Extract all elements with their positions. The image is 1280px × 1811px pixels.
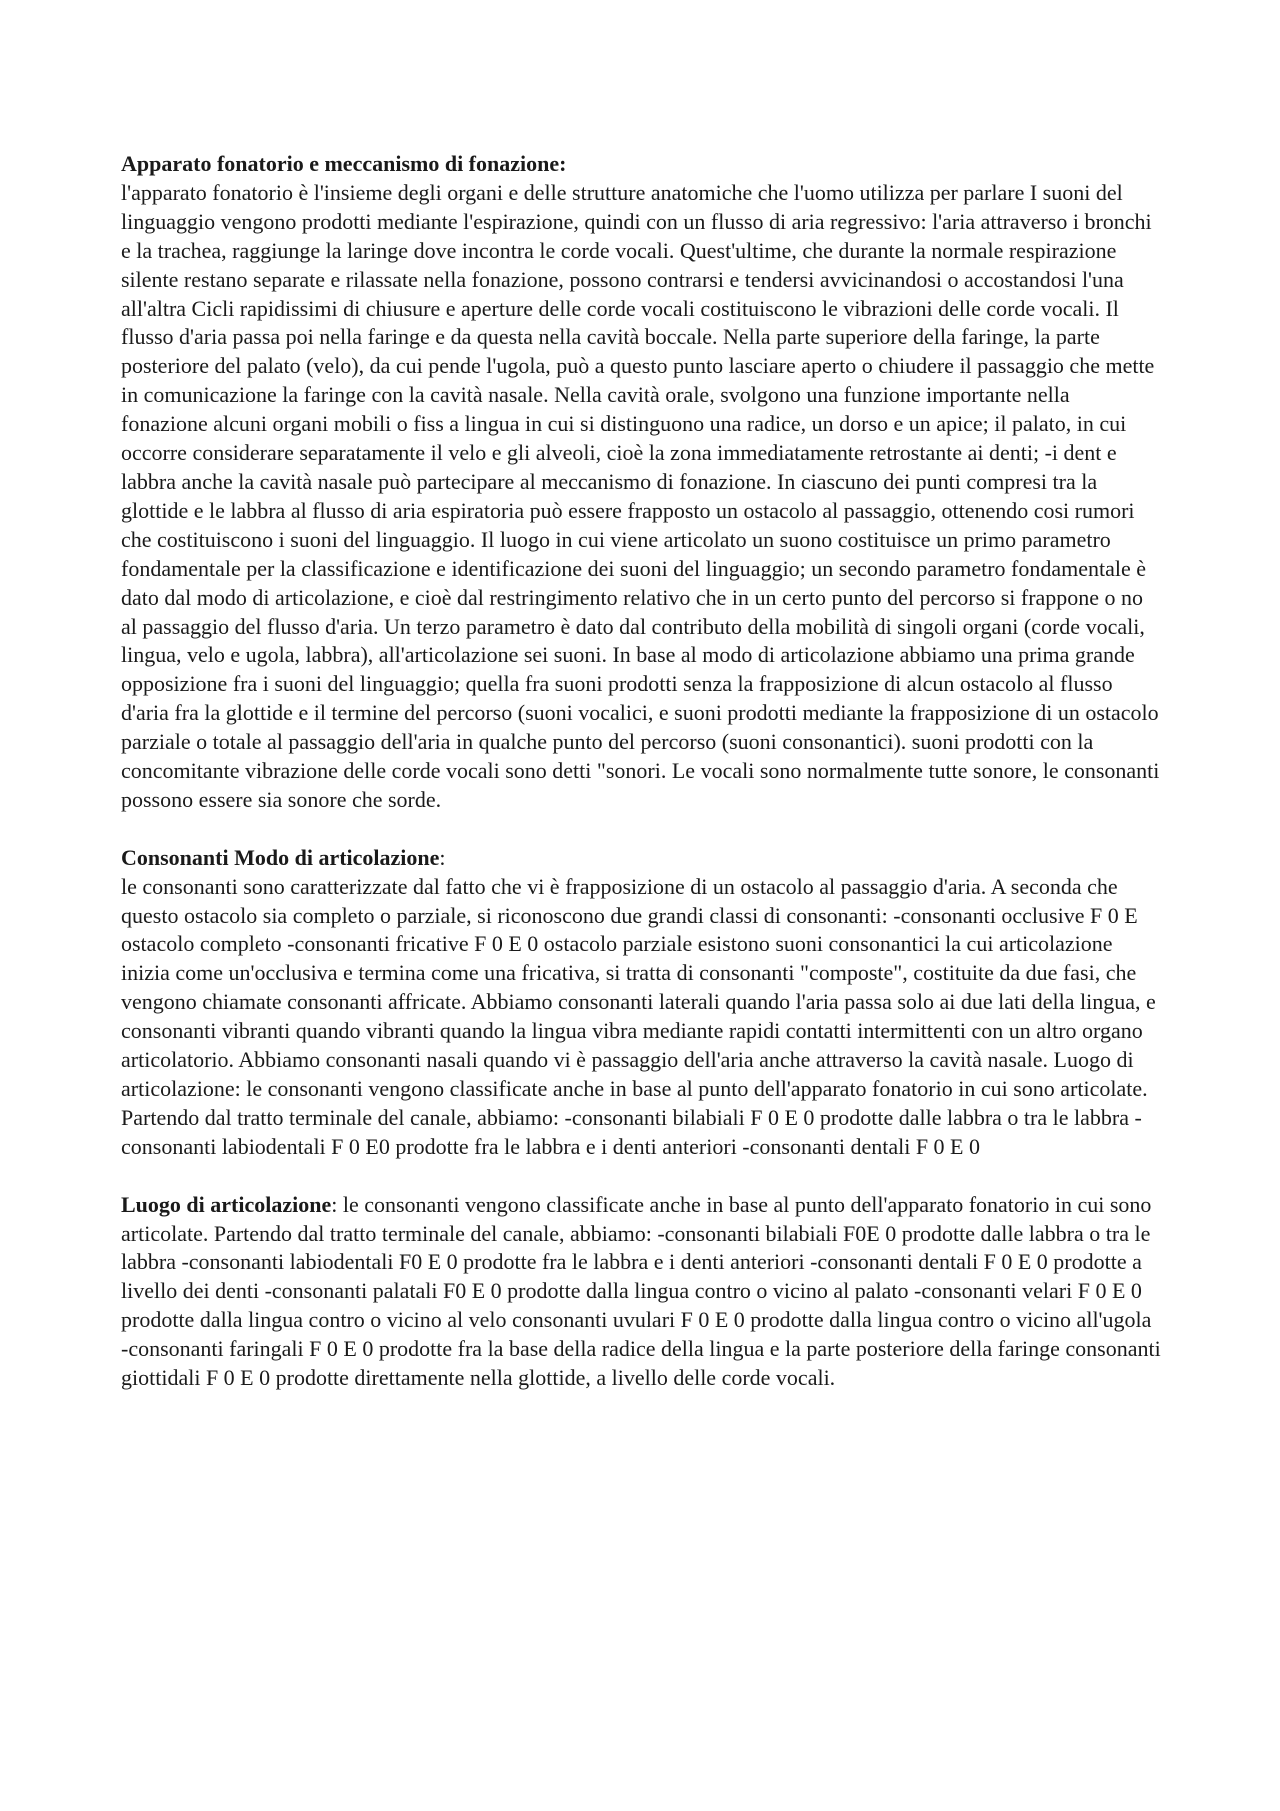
heading-suffix: : <box>331 1191 338 1217</box>
section-modo-articolazione <box>121 844 1161 1162</box>
document-page <box>121 150 1161 1393</box>
section-luogo-articolazione <box>121 1191 1161 1393</box>
heading-suffix: : <box>439 844 446 870</box>
section-heading: Consonanti Modo di articolazione <box>121 844 440 870</box>
section-apparato-fonatorio <box>121 150 1161 815</box>
section-heading: Luogo di articolazione <box>121 1191 332 1217</box>
section-body: le consonanti sono caratterizzate dal fatto che vi è frapposizione di un ostacolo al passaggio d'aria. A seconda che questo ostacolo sia completo o parziale, si riconoscono due grandi classi di consonanti: -consonanti occlusive F 0 E ostacolo completo -consonanti fricative F 0 E 0 ostacolo parziale esistono suoni consonantici la cui articolazione inizia come un'occlusiva e termina come una fricativa, si tratta di consonanti "composte", costituite da due fasi, che vengono chiamate consonanti affricate. Abbiamo consonanti laterali quando l'aria passa solo ai due lati della lingua, e consonanti vibranti quando vibranti quando la lingua vibra mediante rapidi contatti intermittenti con un altro organo articolatorio. Abbiamo consonanti nasali quando vi è passaggio dell'aria anche attraverso la cavità nasale. Luogo di articolazione: le consonanti vengono classificate anche in base al punto dell'apparato fonatorio in cui sono articolate. Partendo dal tratto terminale del canale, abbiamo: -consonanti bilabiali F 0 E 0 prodotte dalle labbra o tra le labbra -consonanti labiodentali F 0 E0 prodotte fra le labbra e i denti anteriori -consonanti dentali F 0 E 0 <box>121 873 1156 1159</box>
section-body: l'apparato fonatorio è l'insieme degli organi e delle strutture anatomiche che l'uomo utilizza per parlare I suoni del linguaggio vengono prodotti mediante l'espirazione, quindi con un flusso di aria regressivo: l'aria attraverso i bronchi e la trachea, raggiunge la laringe dove incontra le corde vocali. Quest'ultime, che durante la normale respirazione silente restano separate e rilassate nella fonazione, possono contrarsi e tendersi avvicinandosi o accostandosi l'una all'altra Cicli rapidissimi di chiusure e aperture delle corde vocali costituiscono le vibrazioni delle corde vocali. Il flusso d'aria passa poi nella faringe e da questa nella cavità boccale. Nella parte superiore della faringe, la parte posteriore del palato (velo), da cui pende l'ugola, può a questo punto lasciare aperto o chiudere il passaggio che mette in comunicazione la faringe con la cavità nasale. Nella cavità orale, svolgono una funzione importante nella fonazione alcuni organi mobili o fiss a lingua in cui si distinguono una radice, un dorso e un apice; il palato, in cui occorre considerare separatamente il velo e gli alveoli, cioè la zona immediatamente retrostante ai denti; -i dent e labbra anche la cavità nasale può partecipare al meccanismo di fonazione. In ciascuno dei punti compresi tra la glottide e le labbra al flusso di aria espiratoria può essere frapposto un ostacolo al passaggio, ottenendo cosi rumori che costituiscono i suoni del linguaggio. Il luogo in cui viene articolato un suono costituisce un primo parametro fondamentale per la classificazione e identificazione dei suoni del linguaggio; un secondo parametro fondamentale è dato dal modo di articolazione, e cioè dal restringimento relativo che in un certo punto del percorso si frappone o no al passaggio del flusso d'aria. Un terzo parametro è dato dal contributo della mobilità di singoli organi (corde vocali, lingua, velo e ugola, labbra), all'articolazione sei suoni. In base al modo di articolazione abbiamo una prima grande opposizione fra i suoni del linguaggio; quella fra suoni prodotti senza la frapposizione di alcun ostacolo al flusso d'aria fra la glottide e il termine del percorso (suoni vocalici, e suoni prodotti mediante la frapposizione di un ostacolo parziale o totale al passaggio dell'aria in qualche punto del percorso (suoni consonantici). suoni prodotti con la concomitante vibrazione delle corde vocali sono detti "sonori. Le vocali sono normalmente tutte sonore, le consonanti possono essere sia sonore che sorde. <box>121 179 1160 812</box>
section-heading: Apparato fonatorio e meccanismo di fonazione: <box>121 151 567 176</box>
section-body: le consonanti vengono classificate anche in base al punto dell'apparato fonatorio in cui sono articolate. Partendo dal tratto terminale del canale, abbiamo: -consonanti bilabiali F0E 0 prodotte dalle labbra o tra le labbra -consonanti labiodentali F0 E 0 prodotte fra le labbra e i denti anteriori -consonanti dentali F 0 E 0 prodotte a livello dei denti -consonanti palatali F0 E 0 prodotte dalla lingua contro o vicino al palato -consonanti velari F 0 E 0 prodotte dalla lingua contro o vicino al velo consonanti uvulari F 0 E 0 prodotte dalla lingua contro o vicino all'ugola -consonanti faringali F 0 E 0 prodotte fra la base della radice della lingua e la parte posteriore della faringe consonanti giottidali F 0 E 0 prodotte direttamente nella glottide, a livello delle corde vocali. <box>121 1191 1161 1391</box>
